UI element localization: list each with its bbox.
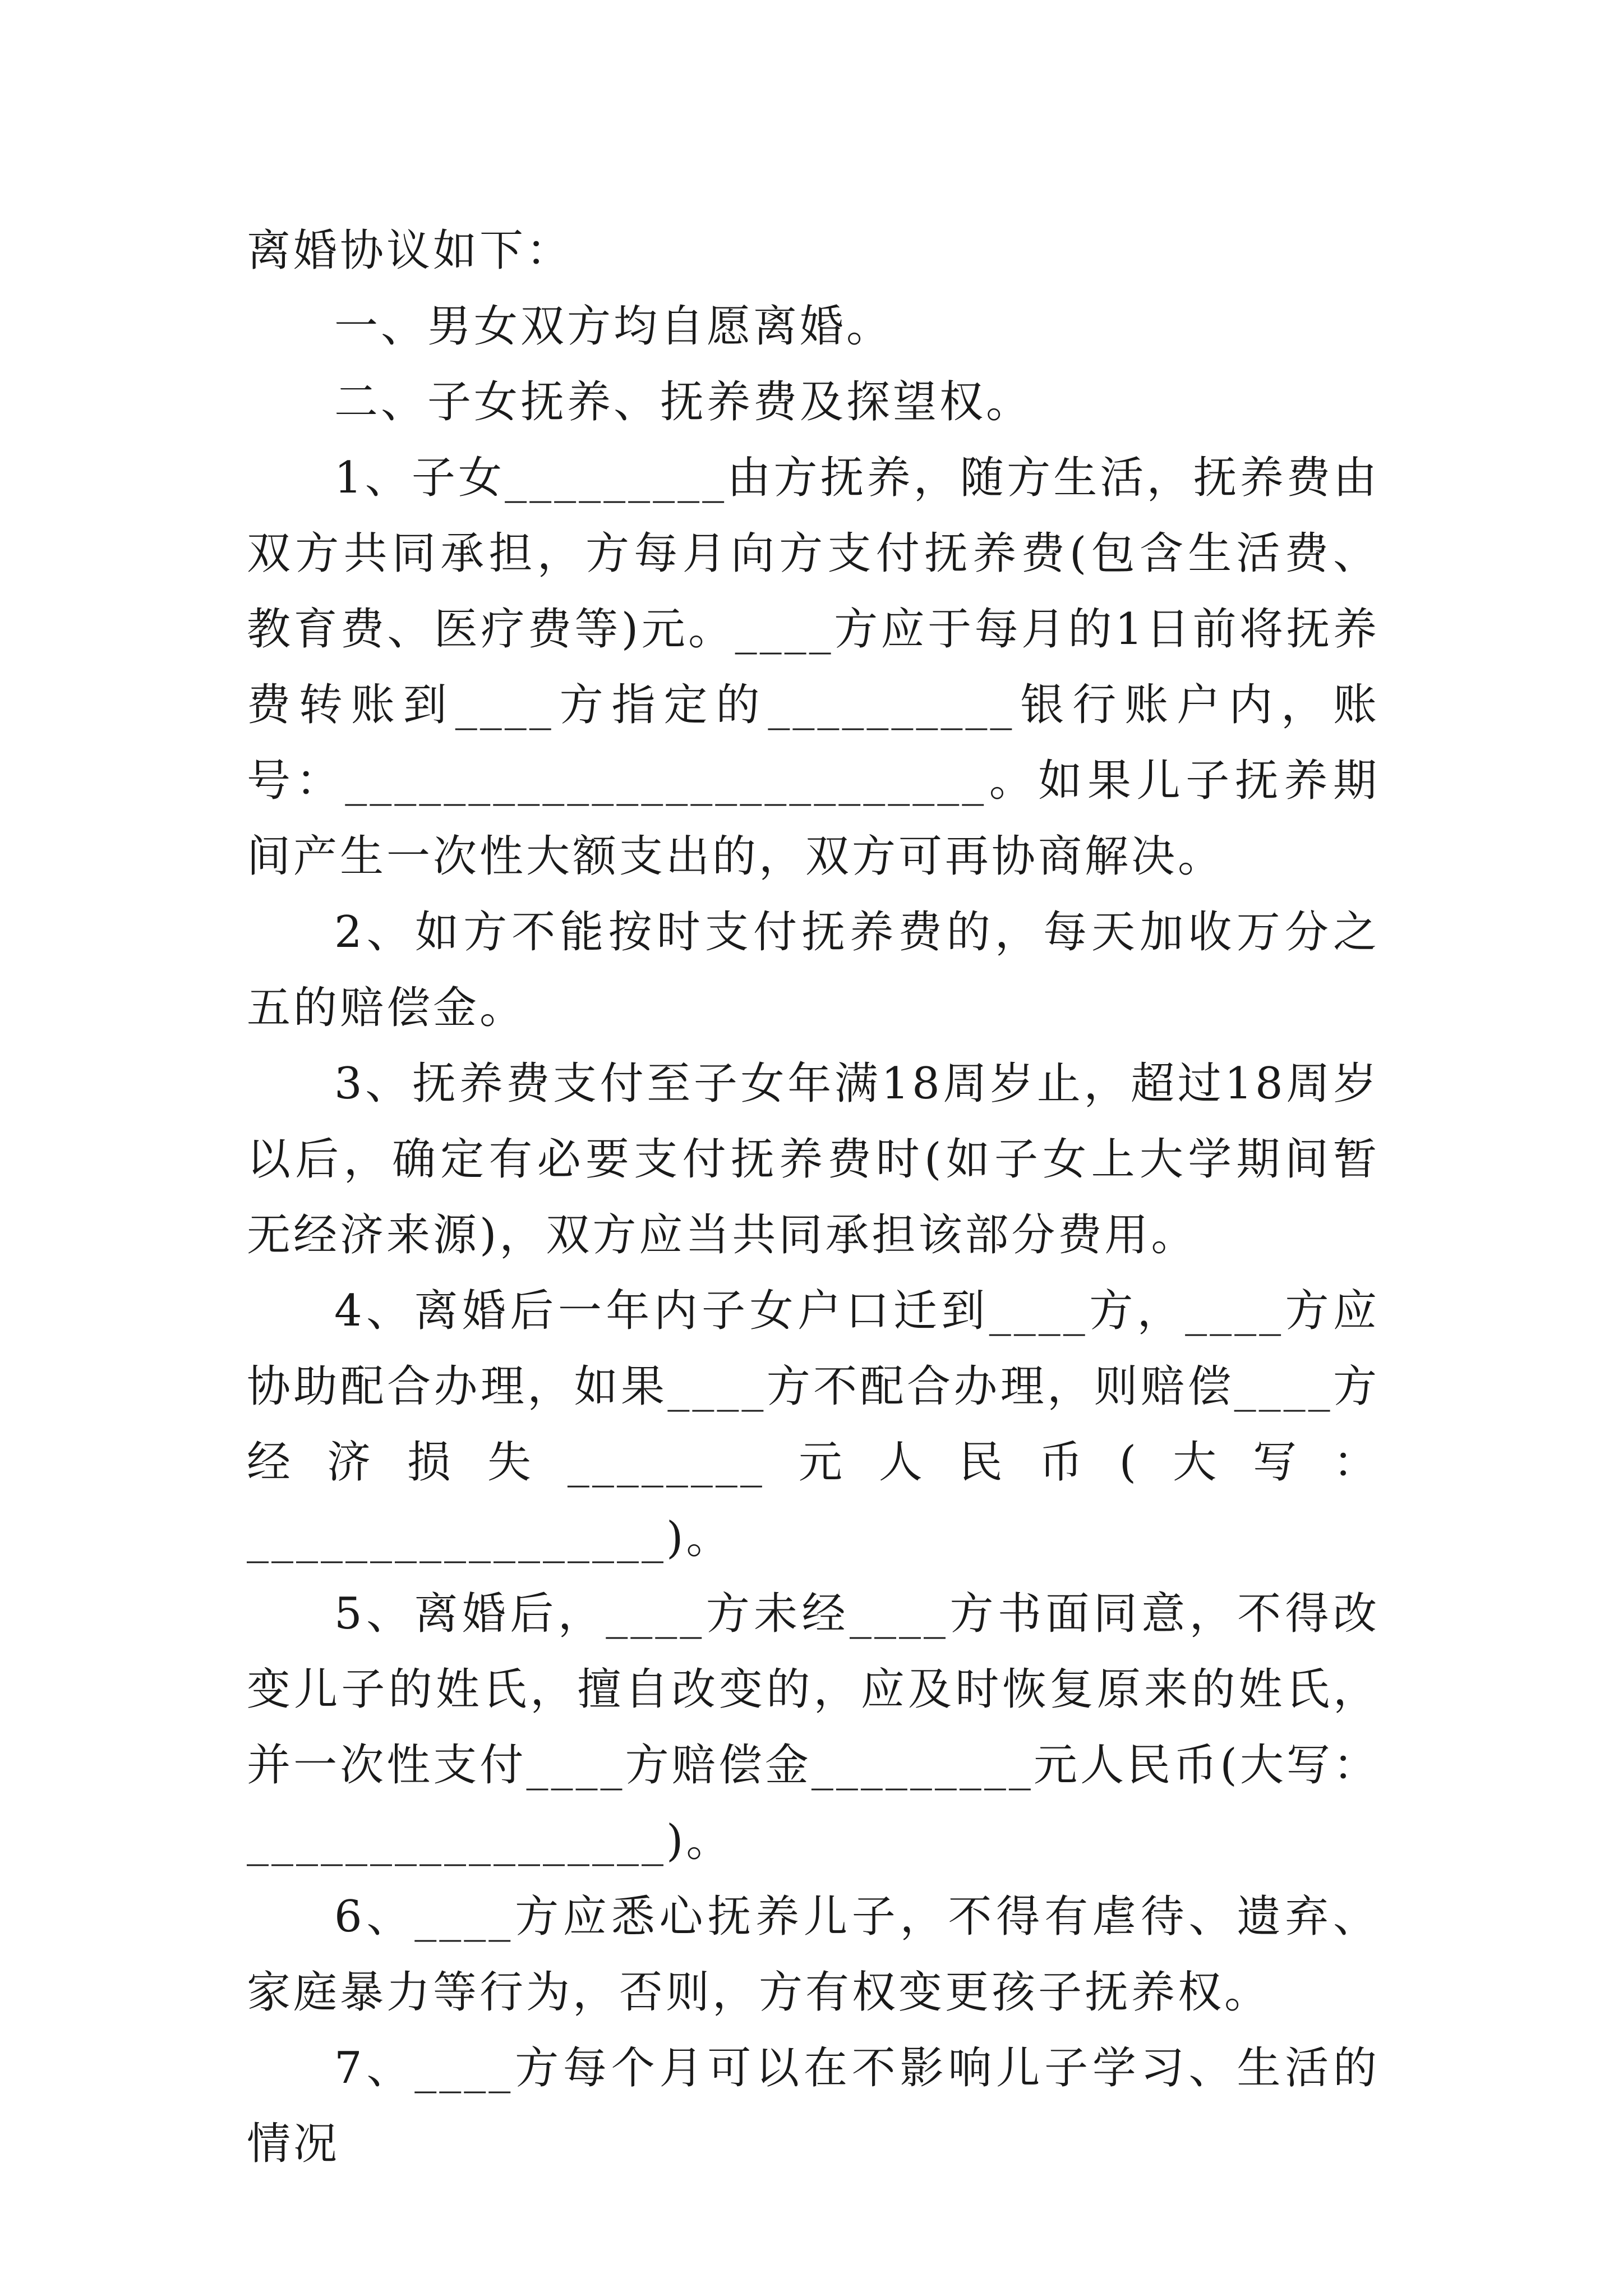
paragraph-clause-4-household-registration: 4、离婚后一年内子女户口迁到____方，____方应协助配合办理，如果____方不配合办理，则赔偿____方经济损失________元人民币(大写：_________________)。 [247, 1286, 1380, 1563]
document-page [247, 213, 1380, 2182]
paragraph-clause-6-care-duty: 6、____方应悉心抚养儿子，不得有虐待、遗弃、家庭暴力等行为，否则，方有权变更孩子抚养权。 [247, 1892, 1380, 2018]
paragraph-2-child-custody-heading: 二、子女抚养、抚养费及探望权。 [334, 377, 1033, 427]
paragraph-1-mutual-divorce: 一、男女双方均自愿离婚。 [334, 301, 893, 352]
paragraph-clause-1-custody-support: 1、子女_________由方抚养，随方生活，抚养费由双方共同承担，方每月向方支付抚养费(包含生活费、教育费、医疗费等)元。____方应于每月的1日前将抚养费转账到____方指定的__________银行账户内，账号：__________________________。如果儿子抚养期间产生一次性大额支出的，双方可再协商解决。 [247, 453, 1380, 882]
paragraph-intro: 离婚协议如下： [247, 226, 573, 276]
paragraph-clause-5-surname: 5、离婚后，____方未经____方书面同意，不得改变儿子的姓氏，擅自改变的，应及时恢复原来的姓氏，并一次性支付____方赔偿金_________元人民币(大写：_________________)。 [247, 1589, 1380, 1866]
paragraph-clause-7-visitation: 7、____方每个月可以在不影响儿子学习、生活的情况 [247, 2043, 1380, 2169]
paragraph-clause-2-late-payment: 2、如方不能按时支付抚养费的，每天加收万分之五的赔偿金。 [247, 907, 1380, 1033]
paragraph-clause-3-support-duration: 3、抚养费支付至子女年满18周岁止，超过18周岁以后，确定有必要支付抚养费时(如子女上大学期间暂无经济来源)，双方应当共同承担该部分费用。 [247, 1059, 1380, 1260]
